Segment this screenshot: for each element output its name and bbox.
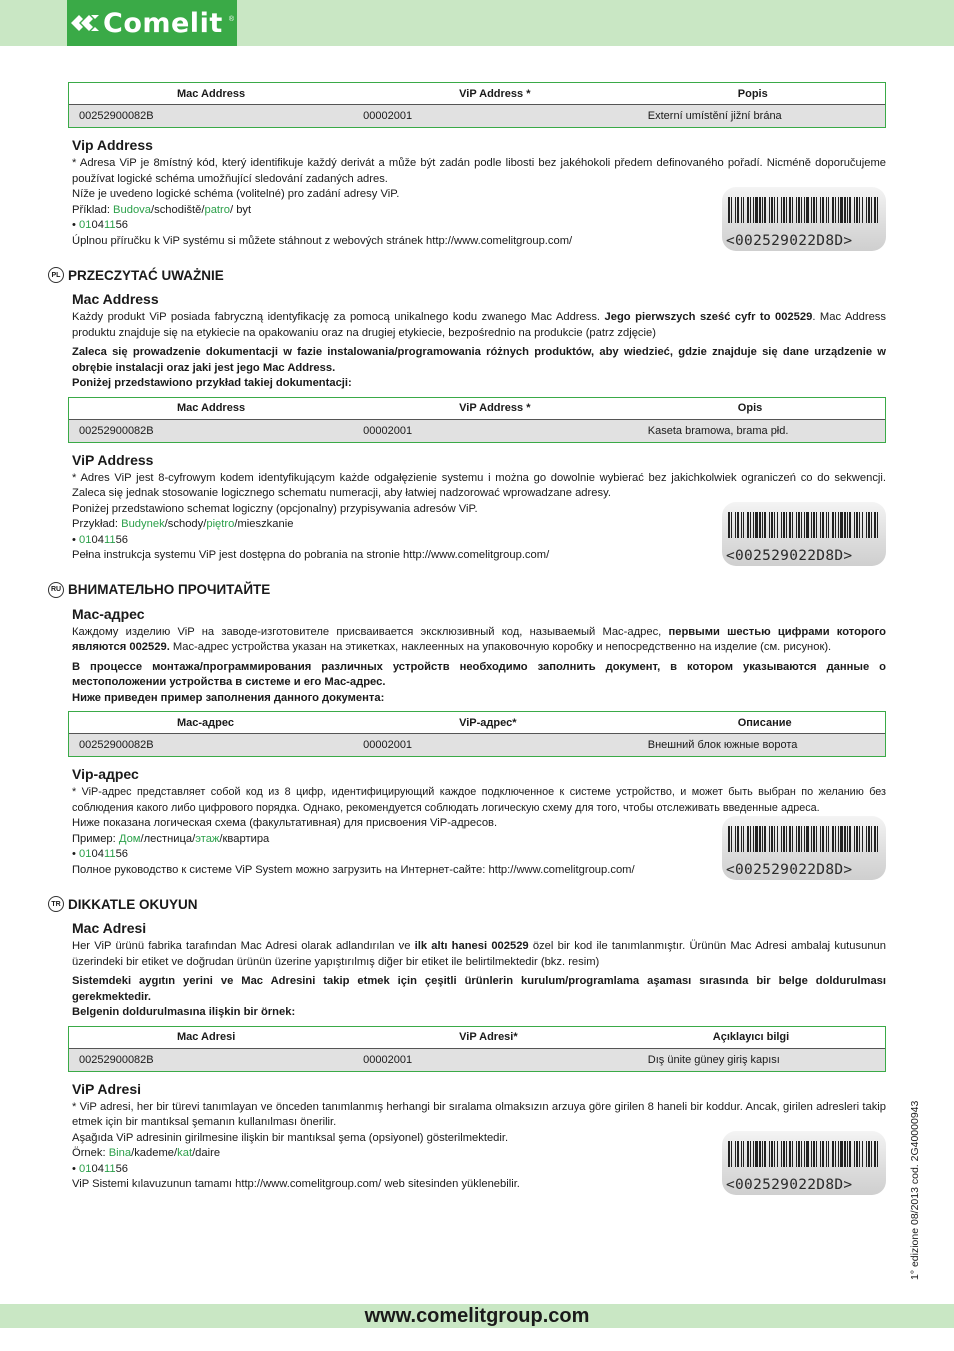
table-cell: Externí umístění jižní brána xyxy=(638,105,886,128)
section-subtitle: Mac Adresi xyxy=(72,920,147,936)
table-row xyxy=(69,419,886,442)
page-content xyxy=(50,82,886,1193)
cz-vip-block xyxy=(68,137,886,249)
section-title: ВНИМАТЕЛЬНО ПРОЧИТАЙТЕ xyxy=(68,582,271,597)
paragraph: * Adresa ViP je 8místný kód, který identifikuje každý derivát a může být zadán podle libosti bez jakéhokoli předem definovaného pořadí. Nicméně doporučujeme používat logické schéma umožňující sledování zadaných adres. xyxy=(72,157,886,185)
example-line: Příklad: Budova/schodiště/patro/ byt xyxy=(72,203,252,216)
barcode-icon xyxy=(728,826,880,852)
language-badge: RU xyxy=(48,582,64,598)
cz-address-table xyxy=(68,82,886,128)
code-line: • 01041156 xyxy=(72,1162,129,1175)
comelit-mark-icon xyxy=(71,12,101,34)
barcode-icon xyxy=(728,197,880,223)
paragraph: Belgenin doldurulmasına ilişkin bir örnek: xyxy=(72,1006,296,1018)
paragraph: Níže je uvedeno logické schéma (volitelné) pro zadání adresy ViP. xyxy=(72,188,400,200)
edition-code: 1° edizione 08/2013 cod. 2G40000943 xyxy=(909,1100,921,1280)
barcode-label xyxy=(722,187,886,251)
paragraph: Każdy produkt ViP posiada fabryczną identyfikację za pomocą unikalnego kodu zwanego Mac Address. Jego pierwszych sześć cyfr to 002529. Mac Address produktu znajduje się na etykiecie na opakowaniu oraz na drugiej etykiecie, bezpośrednio na produkcie (patrz zdjęcie) xyxy=(72,311,886,339)
table-cell: Kaseta bramowa, brama płd. xyxy=(638,419,886,442)
table-cell: 00252900082B xyxy=(69,1048,354,1071)
paragraph: В процессе монтажа/программирования различных устройств необходимо заполнить документ, в котором указываются данные о местоположении устройства в системе и его Mac-адрес. xyxy=(72,660,886,688)
table-cell: 00002001 xyxy=(353,1048,638,1071)
example-line: Örnek: Bina/kademe/kat/daire xyxy=(72,1147,221,1159)
paragraph: Каждому изделию ViP на заводе-изготовителе присваивается эксклюзивный код, называемый Mac-адрес, первыми шестью цифрами которого являются 002529. Mac-адрес устройства указан на этикетках, наклеенных на упаковочную коробку и непосредственно на изделие (см. рисунок). xyxy=(72,625,886,653)
table-cell: 00252900082B xyxy=(69,734,354,757)
pl-address-table xyxy=(68,397,886,443)
table-cell: 00002001 xyxy=(353,419,638,442)
table-header: Mac-адрес xyxy=(69,712,354,734)
paragraph: Aşağıda ViP adresinin girilmesine ilişkin bir mantıksal şema (opsiyonel) gösterilmektedir. xyxy=(72,1131,509,1144)
table-header: Mac Adresi xyxy=(69,1026,354,1048)
paragraph: Zaleca się prowadzenie dokumentacji w fazie instalowania/programowania różnych produktów, aby wiedzieć, gdzie znajduje się dane urządzenie w obrębie instalacji oraz jaki jest jego Mac Address. xyxy=(72,346,886,374)
table-row xyxy=(69,1048,886,1071)
tr-section-heading xyxy=(48,896,886,912)
ru-section-heading xyxy=(48,582,886,598)
footer-url[interactable]: www.comelitgroup.com xyxy=(364,1305,590,1327)
table-header: ViP Adresi* xyxy=(353,1026,638,1048)
table-header: Popis xyxy=(638,83,886,105)
ru-address-table xyxy=(68,711,886,757)
brand-registered: ® xyxy=(228,16,234,23)
paragraph: Poniżej przedstawiono przykład takiej dokumentacji: xyxy=(72,377,352,389)
comelit-logo xyxy=(67,0,237,46)
barcode-text: <002529022D8D> xyxy=(726,547,853,564)
barcode-text: <002529022D8D> xyxy=(726,1176,853,1193)
table-header: ViP Address * xyxy=(353,83,638,105)
paragraph: Her ViP ürünü fabrika tarafından Mac Adresi olarak adlandırılan ve ilk altı hanesi 002529 özel bir kod ile tanımlanmıştır. Ürünün Mac Adresi ambalaj kutusunun üzerindeki bir etiket ve doğrudan ürünün üzerine yapıştırılmış diğer bir etiket ile belirtilmektedir (bkz. resim) xyxy=(72,940,886,968)
table-header: Açıklayıcı bilgi xyxy=(638,1026,886,1048)
paragraph: Ниже приведен пример заполнения данного документа: xyxy=(72,691,385,704)
table-header: ViP-адрес* xyxy=(353,712,638,734)
paragraph: * ViP adresi, her bir türevi tanımlayan ve önceden tanımlanmış herhangi bir sıralama olmaksızın arzuya göre girilen 8 haneli bir koddur. Ancak, girilen adresleri takip etmek için bir mantıksal şemanın kullanılması önerilir. xyxy=(72,1100,886,1128)
table-header: Mac Address xyxy=(69,397,354,419)
section-subtitle: Vip Address xyxy=(72,137,153,153)
barcode-label xyxy=(722,502,886,566)
code-line: • 01041156 xyxy=(72,848,129,860)
section-title: DIKKATLE OKUYUN xyxy=(68,896,198,912)
paragraph: Ниже показана логическая схема (факультативная) для присвоения ViP-адресов. xyxy=(72,817,498,829)
table-header: Описание xyxy=(638,712,886,734)
section-subtitle: Mac-адрес xyxy=(72,605,145,622)
example-line: Przykład: Budynek/schody/piętro/mieszkanie xyxy=(72,518,294,530)
paragraph: Úplnou příručku k ViP systému si můžete stáhnout z webových stránek http://www.comelitgroup.com/ xyxy=(72,234,573,247)
section-subtitle: ViP Address xyxy=(72,451,154,468)
barcode-text: <002529022D8D> xyxy=(726,233,853,249)
table-header: Mac Address xyxy=(69,83,354,105)
table-header: Opis xyxy=(638,397,886,419)
paragraph: Полное руководство к системе ViP System можно загрузить на Интернет-сайте: http://www.comelitgroup.com/ xyxy=(72,863,635,876)
barcode-text: <002529022D8D> xyxy=(726,862,853,878)
section-title: PRZECZYTAĆ UWAŻNIE xyxy=(68,267,224,283)
tr-address-table xyxy=(68,1026,886,1072)
table-cell: Dış ünite güney giriş kapısı xyxy=(638,1048,886,1071)
table-cell: 00252900082B xyxy=(69,419,354,442)
pl-section-heading xyxy=(48,267,886,283)
barcode-icon xyxy=(728,1141,880,1167)
example-line: Пример: Дом/лестница/этаж/квартира xyxy=(72,832,270,845)
code-line: • 01041156 xyxy=(72,219,129,231)
table-cell: Внешний блок южные ворота xyxy=(638,734,886,757)
barcode-label xyxy=(722,816,886,880)
barcode-icon xyxy=(728,512,880,538)
paragraph: Poniżej przedstawiono schemat logiczny (opcjonalny) przypisywania adresów ViP. xyxy=(72,502,478,515)
table-cell: 00002001 xyxy=(353,734,638,757)
tr-vip-block xyxy=(68,1081,886,1193)
pl-vip-block xyxy=(68,452,886,564)
paragraph: * ViP-адрес представляет собой код из 8 цифр, идентифицирующий каждое подключенное к системе устройство, и может быть выбран по желанию без соблюдения какого либо цифрового порядка. Однако, рекомендуется соблюдать логическую схему для того, чтобы отслеживать введенные адреса. xyxy=(72,786,886,814)
code-line: • 01041156 xyxy=(72,533,129,546)
section-subtitle: Vip-адрес xyxy=(72,766,139,782)
language-badge: TR xyxy=(48,896,64,912)
table-row xyxy=(69,734,886,757)
paragraph: * Adres ViP jest 8-cyfrowym kodem identyfikującym każde odgałęzienie systemu i można go dowolnie wybierać bez jakichkolwiek ograniczeń co do sekwencji. Zaleca się jednak stosowanie logicznego schematu numeracji, aby łatwiej nadzorować wprowadzane adresy. xyxy=(72,471,886,499)
ru-vip-block xyxy=(68,766,886,878)
paragraph: Sistemdeki aygıtın yerini ve Mac Adresini takip etmek için çeşitli ürünlerin kurulum/programlama aşaması sırasında bir belge doldurulması gerekmektedir. xyxy=(72,975,886,1003)
table-cell: 00252900082B xyxy=(69,105,354,128)
language-badge: PL xyxy=(48,267,64,283)
table-row xyxy=(69,105,886,128)
section-subtitle: Mac Address xyxy=(72,291,159,307)
paragraph: Pełna instrukcja systemu ViP jest dostępna do pobrania na stronie http://www.comelitgroup.com/ xyxy=(72,549,550,561)
paragraph: ViP Sistemi kılavuzunun tamamı http://www.comelitgroup.com/ web sitesinden yüklenebilir. xyxy=(72,1178,520,1190)
barcode-label xyxy=(722,1131,886,1195)
section-subtitle: ViP Adresi xyxy=(72,1080,142,1097)
table-cell: 00002001 xyxy=(353,105,638,128)
brand-name: Comelit xyxy=(103,8,223,39)
table-header: ViP Address * xyxy=(353,397,638,419)
